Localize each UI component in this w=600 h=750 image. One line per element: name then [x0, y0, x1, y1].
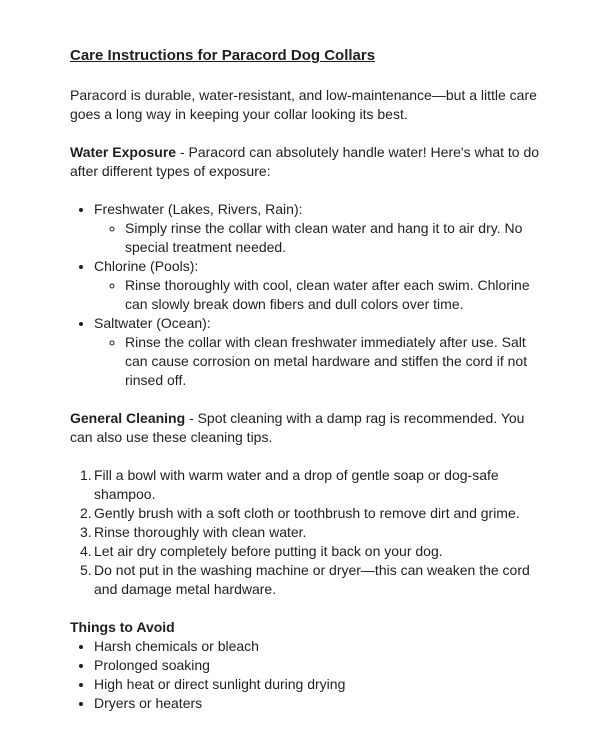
sub-list-item: ◦ Simply rinse the collar with clean water and hang it to air dry. No special treatment needed.: [125, 219, 542, 257]
sub-list: [94, 333, 542, 390]
cleaning-step: Rinse thoroughly with clean water.: [94, 524, 307, 540]
sub-list-item: ◦ Rinse thoroughly with cool, clean water after each swim. Chlorine can slowly break down fibers and dull colors over time.: [125, 276, 542, 314]
cleaning-step: Fill a bowl with warm water and a drop of gentle soap or dog-safe shampoo.: [94, 467, 499, 502]
list-item-label: Chlorine (Pools):: [94, 258, 199, 274]
list-item-label: Saltwater (Ocean):: [94, 315, 211, 331]
list-item: • Prolonged soaking: [94, 656, 542, 675]
things-to-avoid-heading: Things to Avoid: [70, 619, 175, 635]
cleaning-step: Gently brush with a soft cloth or toothbrush to remove dirt and grime.: [94, 505, 520, 521]
sub-list: [94, 219, 542, 257]
water-exposure-heading: Water Exposure: [70, 144, 177, 160]
intro-paragraph: Paracord is durable, water-resistant, and low-maintenance—but a little care goes a long way in keeping your collar looking its best.: [70, 87, 537, 122]
list-item-chlorine: [94, 257, 542, 314]
document-title: Care Instructions for Paracord Dog Collars: [70, 47, 376, 64]
cleaning-step: Do not put in the washing machine or dryer—this can weaken the cord and damage metal hardware.: [94, 562, 530, 597]
water-exposure-lead: - Paracord can absolutely handle water! Here's what to do after different types of exposure:: [70, 144, 540, 179]
sub-list-item: ◦ Rinse the collar with clean freshwater immediately after use. Salt can cause corrosion on metal hardware and stiffen the cord if not rinsed off.: [125, 333, 542, 390]
sub-list: [94, 276, 542, 314]
cleaning-step: Let air dry completely before putting it back on your dog.: [94, 543, 443, 559]
cleaning-steps-list: [70, 466, 542, 599]
list-item: • Dryers or heaters: [94, 694, 542, 713]
general-cleaning-paragraph: [70, 409, 542, 447]
water-exposure-paragraph: [70, 143, 542, 181]
list-item: • High heat or direct sunlight during drying: [94, 675, 542, 694]
list-item-freshwater: [94, 200, 542, 257]
things-to-avoid-list: [70, 637, 542, 713]
list-item-saltwater: [94, 314, 542, 390]
general-cleaning-heading: General Cleaning: [70, 410, 186, 426]
general-cleaning-lead: - Spot cleaning with a damp rag is recommended. You can also use these cleaning tips.: [70, 410, 525, 445]
list-item-label: Freshwater (Lakes, Rivers, Rain):: [94, 201, 303, 217]
list-item: • Harsh chemicals or bleach: [94, 637, 542, 656]
water-exposure-list: [70, 200, 542, 390]
